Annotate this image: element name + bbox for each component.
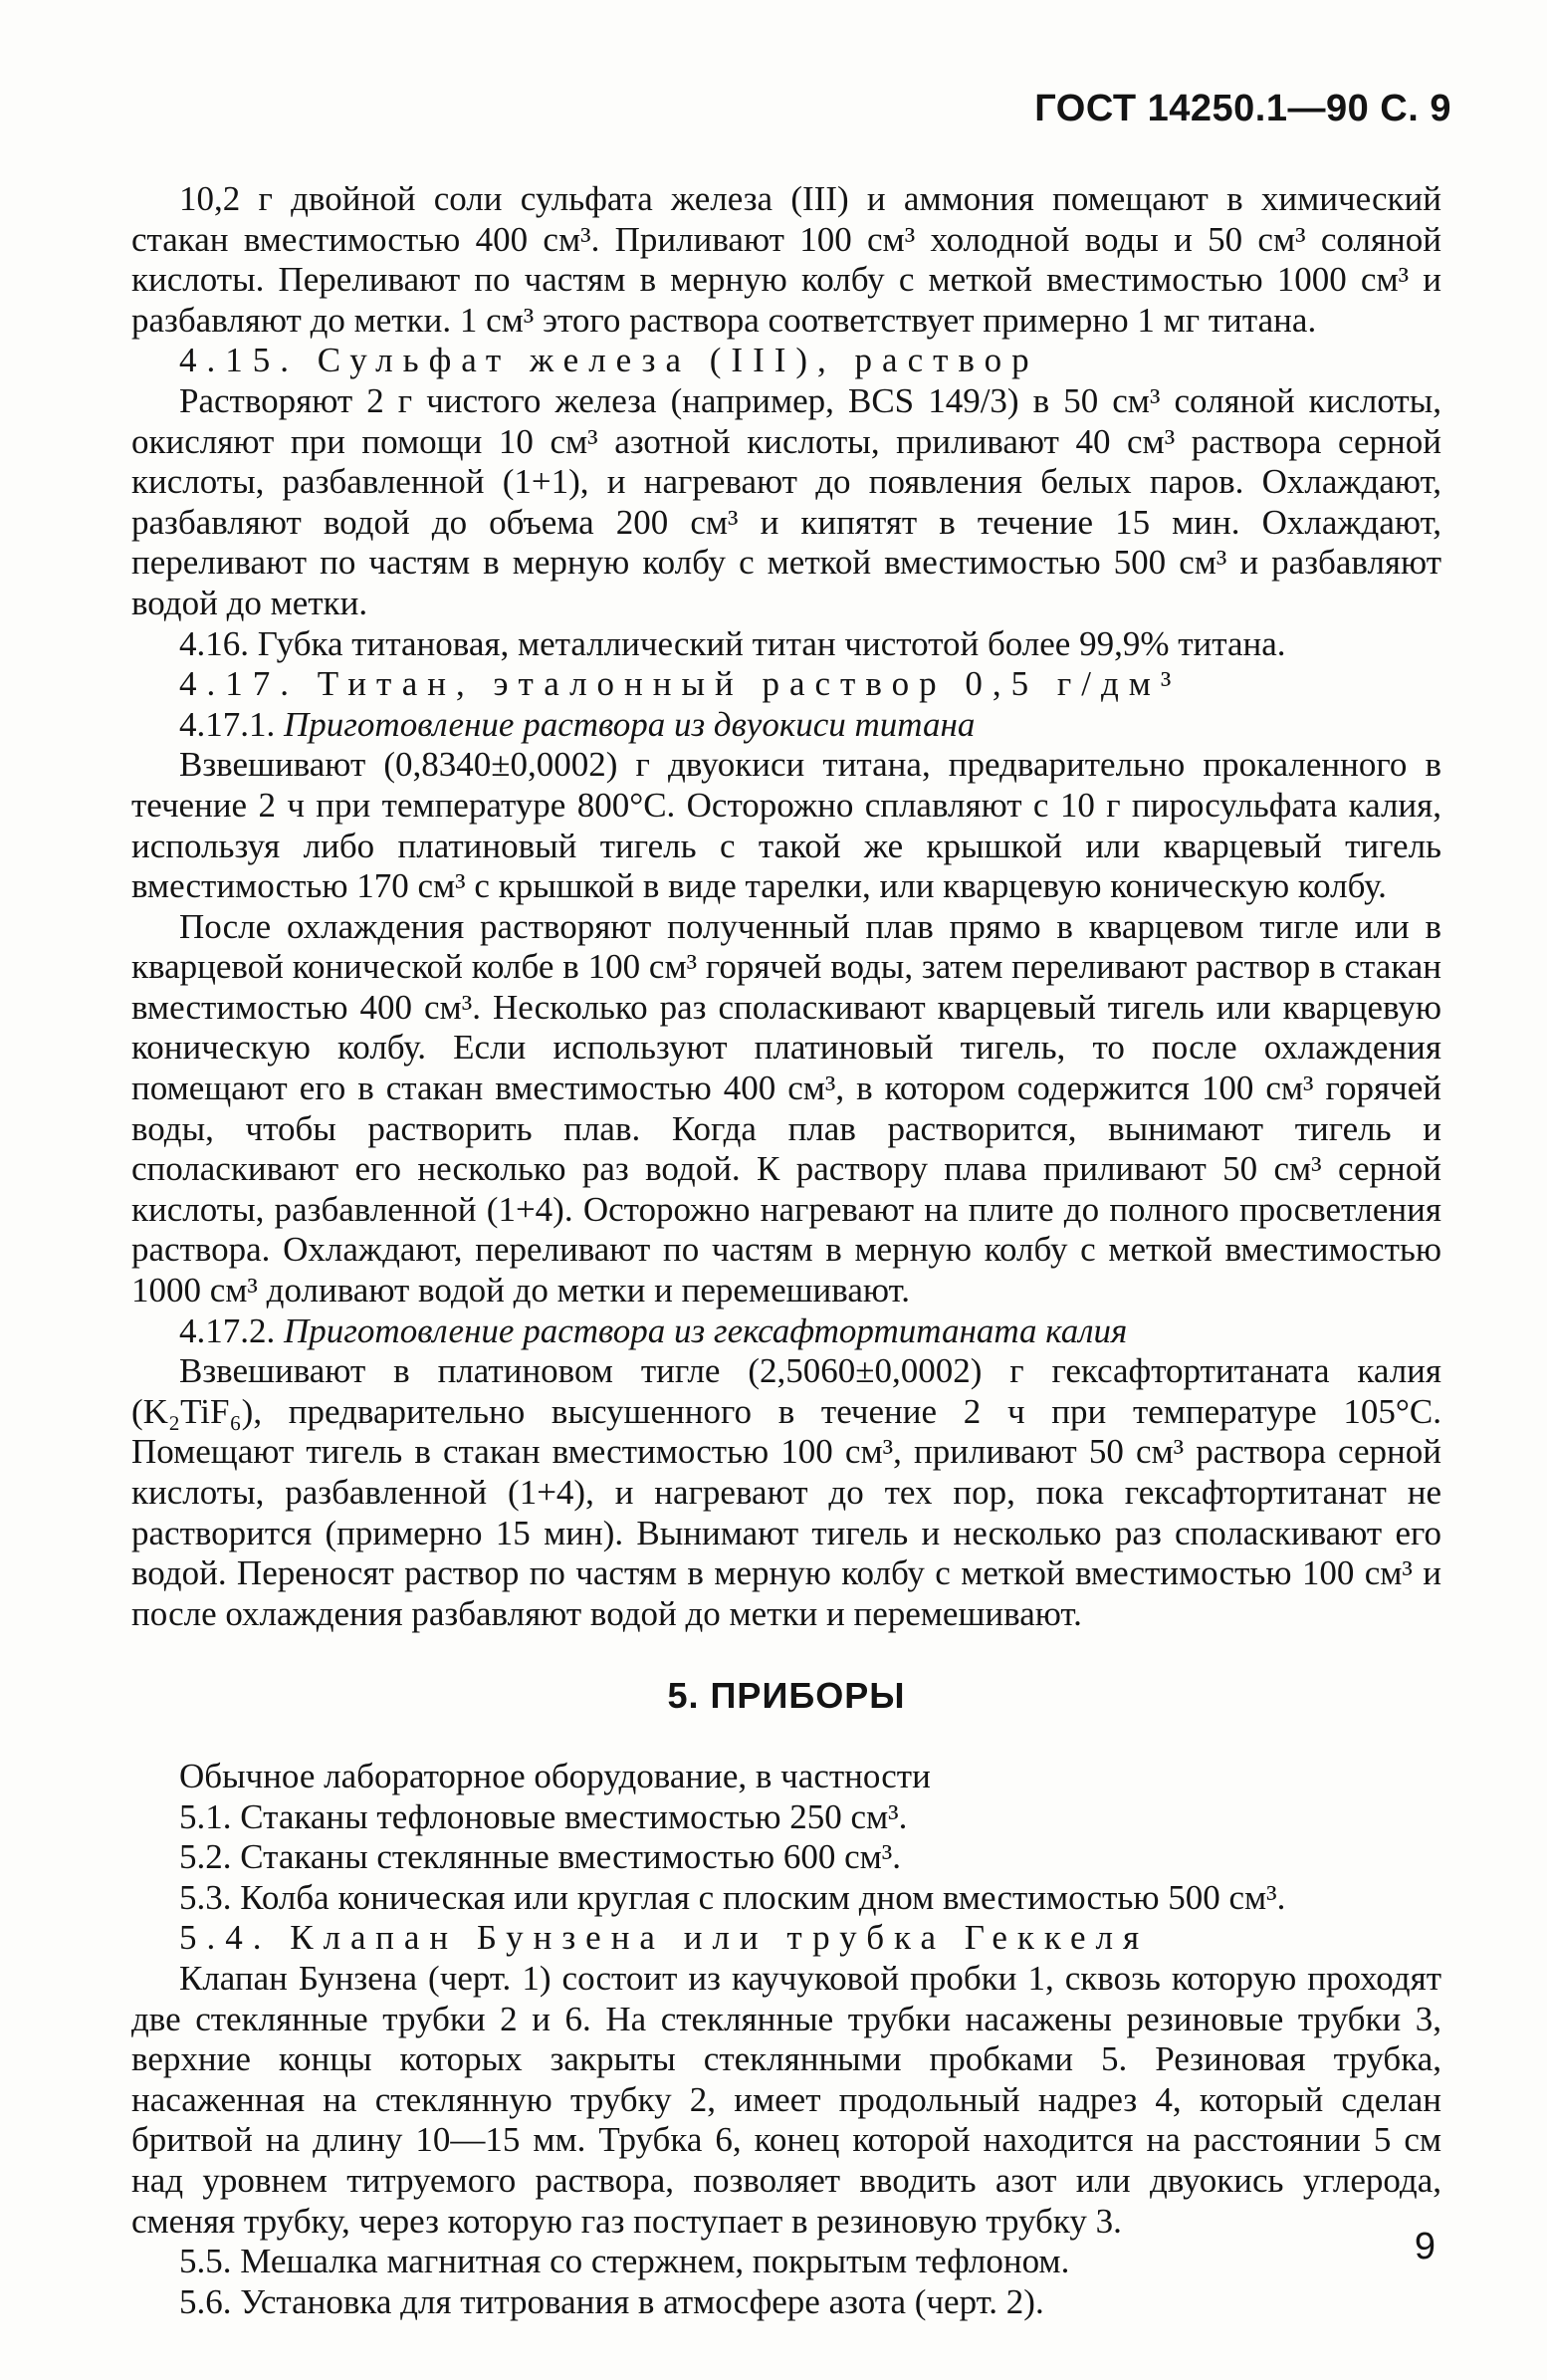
- paragraph-iron-ammonium-solution: 10,2 г двойной соли сульфата железа (III) и аммония помещают в химический стакан вместимостью 400 см³. Приливают 100 см³ холодной воды и 50 см³ соляной кислоты. Переливают по частям в мерную колбу с меткой вместимостью 1000 см³ и разбавляют до метки. 1 см³ этого раствора соответствует примерно 1 мг титана.: [131, 179, 1441, 340]
- paragraph-after-cooling: После охлаждения растворяют полученный плав прямо в кварцевом тигле или в кварцевой конической колбе в 100 см³ горячей воды, затем переливают раствор в стакан вместимостью 400 см³. Несколько раз споласкивают кварцевый тигель или кварцевую коническую колбу. Если используют платиновый тигель, то после охлаждения помещают его в стакан вместимостью 400 см³, в котором содержится 100 см³ горячей воды, чтобы растворить плав. Когда плав растворится, вынимают тигель и споласкивают его несколько раз водой. К раствору плава приливают 50 см³ серной кислоты, разбавленной (1+4). Осторожно нагревают на плите до полного просветления раствора. Охлаждают, переливают по частям в мерную колбу с меткой вместимостью 1000 см³ доливают водой до метки и перемешивают.: [131, 906, 1441, 1310]
- section-4-17-2-heading: [131, 1311, 1441, 1352]
- paragraph-iron-sulfate-solution: Растворяют 2 г чистого железа (например, BCS 149/3) в 50 см³ соляной кислоты, окисляют при помощи 10 см³ азотной кислоты, приливают 40 см³ раствора серной кислоты, разбавленной (1+1), и нагревают до появления белых паров. Охлаждают, разбавляют водой до объема 200 см³ и кипятят в течение 15 мин. Охлаждают, переливают по частям в мерную колбу с меткой вместимостью 500 см³ и разбавляют водой до метки.: [131, 380, 1441, 622]
- section-4-17-1-number: 4.17.1.: [179, 704, 276, 744]
- paragraph-hexafluorotitanate-weighing: Взвешивают в платиновом тигле (2,5060±0,0002) г гексафтортитаната калия (K₂TiF₆), предварительно высушенного в течение 2 ч при температуре 105°С. Помещают тигель в стакан вместимостью 100 см³, приливают 50 см³ раствора серной кислоты, разбавленной (1+4), и нагревают до тех пор, пока гексафтортитанат не растворится (примерно 15 мин). Вынимают тигель и несколько раз споласкивают его водой. Переносят раствор по частям в мерную колбу с меткой вместимостью 100 см³ и после охлаждения разбавляют водой до метки и перемешивают.: [131, 1351, 1441, 1633]
- item-5-6: 5.6. Установка для титрования в атмосфере азота (черт. 2).: [179, 2281, 1044, 2321]
- section-4-16: 4.16. Губка титановая, металлический титан чистотой более 99,9% титана.: [179, 623, 1286, 663]
- section-4-17-1-title: Приготовление раствора из двуокиси титана: [284, 704, 976, 744]
- document-body: [131, 179, 1441, 2322]
- section-4-17-2-title: Приготовление раствора из гексафтортитаната калия: [284, 1310, 1128, 1350]
- section-4-17-1-heading: [131, 705, 1441, 746]
- section-5-intro: Обычное лабораторное оборудование, в частности: [179, 1756, 931, 1795]
- section-4-17-heading: [131, 664, 1441, 705]
- item-5-4-label: 5.4. Клапан Бунзена или трубка Геккеля: [179, 1918, 1150, 1958]
- item-5-1: 5.1. Стаканы тефлоновые вместимостью 250 см³.: [179, 1796, 908, 1836]
- paragraph-titanium-dioxide-weighing: Взвешивают (0,8340±0,0002) г двуокиси титана, предварительно прокаленного в течение 2 ч при температуре 800°С. Осторожно сплавляют с 10 г пиросульфата калия, используя либо платиновый тигель с такой же крышкой или кварцевый тигель вместимостью 170 см³ с крышкой в виде тарелки, или кварцевую коническую колбу.: [131, 745, 1441, 906]
- page-number: 9: [1414, 2226, 1436, 2267]
- item-5-3: 5.3. Колба коническая или круглая с плоским дном вместимостью 500 см³.: [179, 1877, 1286, 1917]
- section-4-17-label: 4.17. Титан, эталонный раствор 0,5 г/дм³: [179, 664, 1182, 704]
- section-4-17-2-number: 4.17.2.: [179, 1310, 276, 1350]
- section-4-15-heading: [131, 341, 1441, 381]
- item-5-4-heading: [131, 1918, 1441, 1959]
- paragraph-bunsen-valve: Клапан Бунзена (черт. 1) состоит из каучуковой пробки 1, сквозь которую проходят две стеклянные трубки 2 и 6. На стеклянные трубки насажены резиновые трубки 3, верхние концы которых закрыты стеклянными пробками 5. Резиновая трубка, насаженная на стеклянную трубку 2, имеет продольный надрез 4, который сделан бритвой на длину 10—15 мм. Трубка 6, конец которой находится на расстоянии 5 см над уровнем титруемого раствора, позволяет вводить азот или двуокись углерода, сменяя трубку, через которую газ поступает в резиновую трубку 3.: [131, 1958, 1441, 2241]
- item-5-2: 5.2. Стаканы стеклянные вместимостью 600 см³.: [179, 1837, 902, 1877]
- page-header: ГОСТ 14250.1—90 С. 9: [1034, 88, 1451, 129]
- section-5-title: 5. ПРИБОРЫ: [667, 1675, 906, 1717]
- section-4-15-label: 4.15. Сульфат железа (III), раствор: [179, 341, 1039, 380]
- item-5-5: 5.5. Мешалка магнитная со стержнем, покрытым тефлоном.: [179, 2242, 1070, 2281]
